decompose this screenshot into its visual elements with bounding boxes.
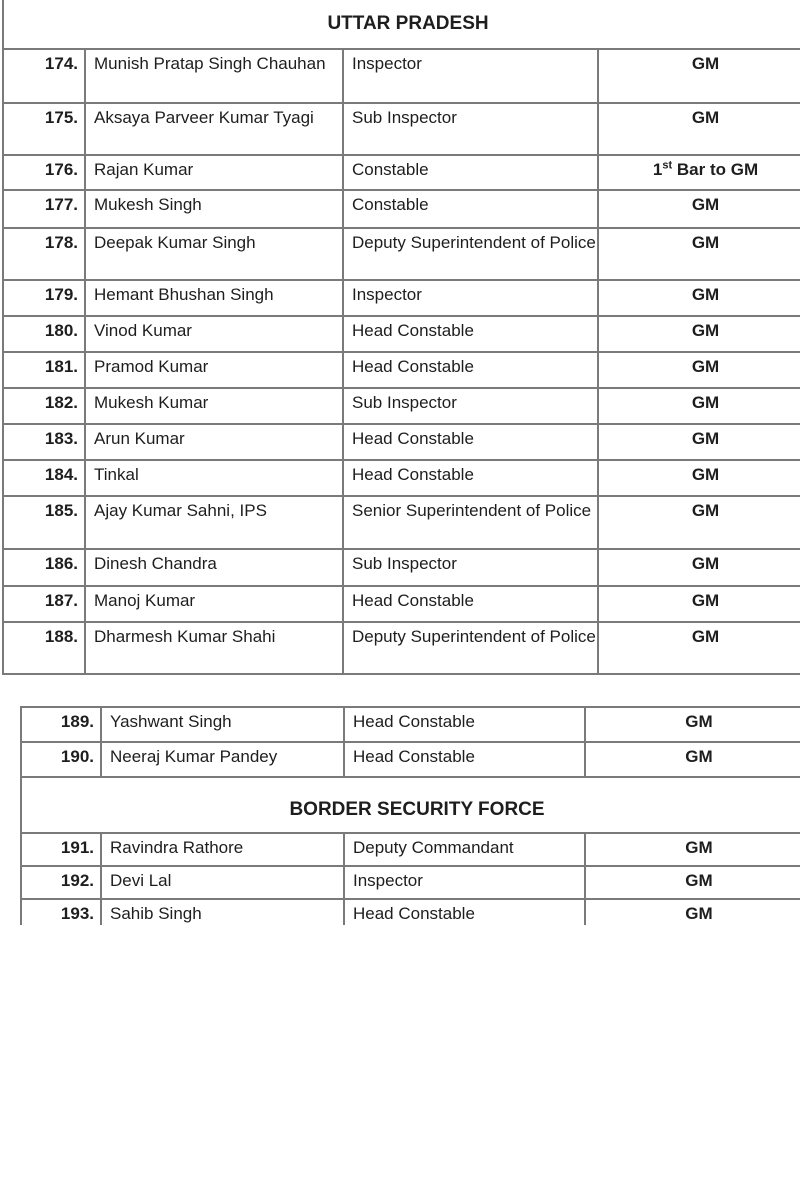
award: GM [585, 707, 800, 742]
person-name: Dharmesh Kumar Shahi [85, 622, 343, 674]
serial-number: 190. [21, 742, 101, 777]
award: GM [598, 424, 800, 460]
person-name: Hemant Bhushan Singh [85, 280, 343, 316]
person-name: Rajan Kumar [85, 155, 343, 190]
table-row [21, 707, 800, 742]
rank: Constable [343, 155, 598, 190]
rank: Constable [343, 190, 598, 228]
serial-number: 193. [21, 899, 101, 932]
section-title: UTTAR PRADESH [3, 0, 800, 49]
rank: Head Constable [343, 424, 598, 460]
person-name: Manoj Kumar [85, 586, 343, 622]
award: GM [585, 899, 800, 932]
table-row [21, 866, 800, 899]
award: GM [598, 352, 800, 388]
table-row [21, 742, 800, 777]
award-text: Bar to GM [672, 160, 759, 179]
section-header-row [21, 777, 800, 833]
person-name: Ravindra Rathore [101, 833, 344, 866]
rank: Deputy Superintendent of Police [343, 622, 598, 674]
table-row [3, 49, 800, 103]
table-row [3, 103, 800, 155]
table-row [3, 460, 800, 496]
serial-number: 177. [3, 190, 85, 228]
awards-table-continued [20, 706, 800, 933]
rank: Head Constable [343, 352, 598, 388]
award [598, 155, 800, 190]
person-name: Dinesh Chandra [85, 549, 343, 586]
table-row [3, 622, 800, 674]
award: GM [598, 316, 800, 352]
award: GM [585, 742, 800, 777]
serial-number: 182. [3, 388, 85, 424]
award: GM [598, 280, 800, 316]
serial-number: 185. [3, 496, 85, 549]
blank-area [0, 925, 800, 1200]
person-name: Aksaya Parveer Kumar Tyagi [85, 103, 343, 155]
awards-table-uttar-pradesh [2, 0, 800, 675]
person-name: Pramod Kumar [85, 352, 343, 388]
serial-number: 191. [21, 833, 101, 866]
rank: Sub Inspector [343, 388, 598, 424]
table-row [3, 586, 800, 622]
table-row [3, 424, 800, 460]
table-row [3, 496, 800, 549]
award: GM [598, 49, 800, 103]
rank: Inspector [343, 49, 598, 103]
serial-number: 179. [3, 280, 85, 316]
person-name: Devi Lal [101, 866, 344, 899]
serial-number: 189. [21, 707, 101, 742]
serial-number: 178. [3, 228, 85, 280]
rank: Head Constable [343, 316, 598, 352]
person-name: Munish Pratap Singh Chauhan [85, 49, 343, 103]
serial-number: 184. [3, 460, 85, 496]
serial-number: 180. [3, 316, 85, 352]
table-row [3, 316, 800, 352]
award-ordinal: 1 [652, 160, 663, 179]
serial-number: 192. [21, 866, 101, 899]
person-name: Tinkal [85, 460, 343, 496]
serial-number: 183. [3, 424, 85, 460]
rank: Deputy Superintendent of Police [343, 228, 598, 280]
serial-number: 175. [3, 103, 85, 155]
rank: Head Constable [343, 460, 598, 496]
rank: Inspector [344, 866, 585, 899]
rank: Deputy Commandant [344, 833, 585, 866]
table-row [21, 833, 800, 866]
table-row [3, 549, 800, 586]
person-name: Ajay Kumar Sahni, IPS [85, 496, 343, 549]
award: GM [598, 388, 800, 424]
rank: Senior Superintendent of Police [343, 496, 598, 549]
table-row [3, 228, 800, 280]
serial-number: 186. [3, 549, 85, 586]
rank: Head Constable [344, 707, 585, 742]
award: GM [598, 103, 800, 155]
person-name: Neeraj Kumar Pandey [101, 742, 344, 777]
section-header-row [3, 0, 800, 49]
person-name: Deepak Kumar Singh [85, 228, 343, 280]
award: GM [585, 866, 800, 899]
serial-number: 181. [3, 352, 85, 388]
award: GM [598, 228, 800, 280]
award: GM [598, 460, 800, 496]
serial-number: 174. [3, 49, 85, 103]
award: GM [585, 833, 800, 866]
award: GM [598, 496, 800, 549]
rank: Sub Inspector [343, 549, 598, 586]
serial-number: 176. [3, 155, 85, 190]
person-name: Arun Kumar [85, 424, 343, 460]
serial-number: 187. [3, 586, 85, 622]
serial-number: 188. [3, 622, 85, 674]
award: GM [598, 622, 800, 674]
table-row [3, 388, 800, 424]
rank: Inspector [343, 280, 598, 316]
award-ordinal-suffix: st [662, 159, 673, 172]
person-name: Mukesh Singh [85, 190, 343, 228]
person-name: Sahib Singh [101, 899, 344, 932]
award: GM [598, 586, 800, 622]
person-name: Mukesh Kumar [85, 388, 343, 424]
table-row [3, 352, 800, 388]
table-row [3, 280, 800, 316]
rank: Head Constable [344, 742, 585, 777]
section-title: BORDER SECURITY FORCE [21, 777, 800, 833]
table-row [3, 155, 800, 190]
rank: Head Constable [343, 586, 598, 622]
rank: Sub Inspector [343, 103, 598, 155]
award: GM [598, 549, 800, 586]
rank: Head Constable [344, 899, 585, 932]
person-name: Vinod Kumar [85, 316, 343, 352]
person-name: Yashwant Singh [101, 707, 344, 742]
table-row [3, 190, 800, 228]
award: GM [598, 190, 800, 228]
